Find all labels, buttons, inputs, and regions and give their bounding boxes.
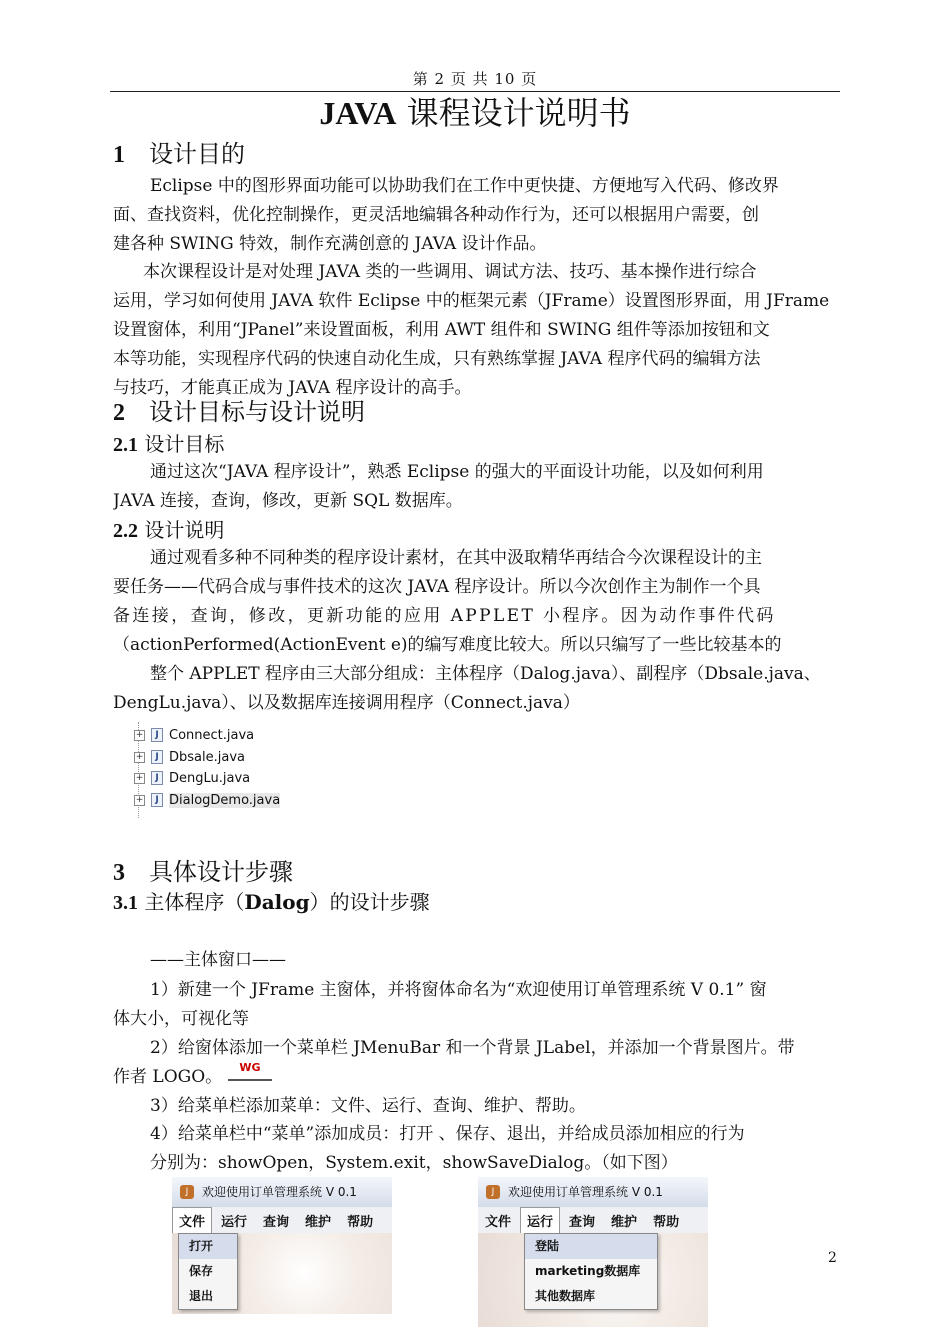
menu-item-exit[interactable]: 退出 (189, 1289, 214, 1303)
menu-file[interactable]: 文件 (485, 1214, 512, 1230)
screenshot-file-menu (172, 1177, 392, 1314)
paragraph-line: 1）新建一个 JFrame 主窗体，并将窗体命名为“欢迎使用订单管理系统 V 0.1” 窗 (150, 980, 767, 1000)
paragraph-line: Eclipse 中的图形界面功能可以协助我们在工作中更快捷、方便地写入代码、修改界 (150, 176, 779, 196)
menu-run[interactable]: 运行 (520, 1207, 560, 1234)
window-titlebar (172, 1177, 392, 1207)
menu-help[interactable]: 帮助 (653, 1214, 680, 1230)
paragraph-line: 3）给菜单栏添加菜单：文件、运行、查询、维护、帮助。 (150, 1096, 586, 1116)
main-window-label (113, 946, 839, 975)
section-3-1-heading (113, 886, 430, 915)
paragraph-1 (113, 172, 839, 259)
author-logo: WG (228, 1061, 272, 1081)
menu-file[interactable]: 文件 (172, 1207, 212, 1234)
window-title: 欢迎使用订单管理系统 V 0.1 (508, 1185, 663, 1199)
screenshot-run-menu (478, 1177, 708, 1327)
paragraph-line: ——主体窗口—— (150, 950, 286, 970)
tree-item-label: Dbsale.java (169, 749, 245, 765)
step-4 (113, 1120, 839, 1178)
paragraph-line: 与技巧，才能真正成为 JAVA 程序设计的高手。 (113, 378, 472, 398)
expand-icon[interactable]: + (135, 751, 144, 762)
paragraph-3 (113, 458, 839, 516)
paragraph-2 (113, 258, 839, 403)
paragraph-line: 面、查找资料，优化控制操作，更灵活地编辑各种动作行为，还可以根据用户需要，创 (113, 205, 759, 225)
paragraph-line: 通过观看多种不同种类的程序设计素材，在其中汲取精华再结合今次课程设计的主 (150, 548, 762, 568)
section-title-tail: ）的设计步骤 (309, 890, 430, 914)
menu-bar (478, 1207, 708, 1233)
paragraph-line: 运用，学习如何使用 JAVA 软件 Eclipse 中的框架元素（JFrame）设置图形界面，用 JFrame (113, 291, 830, 311)
tree-item-connect[interactable] (134, 725, 254, 745)
menu-run[interactable]: 运行 (221, 1214, 248, 1230)
window-title: 欢迎使用订单管理系统 V 0.1 (202, 1185, 357, 1199)
paragraph-line: 备连接，查询，修改，更新功能的应用 APPLET 小程序。因为动作事件代码 (113, 606, 776, 626)
title-prefix: JAVA (319, 95, 397, 131)
section-3-heading (113, 852, 293, 887)
paragraph-line: 整个 APPLET 程序由三大部分组成：主体程序（Dalog.java）、副程序（Dbsale.java、 (150, 664, 821, 684)
section-2-heading (113, 392, 365, 427)
step-1 (113, 976, 839, 1034)
paragraph-line: 通过这次“JAVA 程序设计”，熟悉 Eclipse 的强大的平面设计功能，以及如何利用 (150, 462, 764, 482)
section-number: 2 (113, 400, 125, 426)
project-file-tree (112, 722, 292, 818)
section-number: 2.1 (113, 434, 138, 456)
section-title: 设计说明 (138, 518, 225, 542)
paragraph-line: 本等功能，实现程序代码的快速自动化生成，只有熟练掌握 JAVA 程序代码的编辑方法 (113, 349, 761, 369)
paragraph-line: 要任务——代码合成与事件技术的这次 JAVA 程序设计。所以今次创作主为制作一个具 (113, 577, 761, 597)
menu-item-marketing-db[interactable]: marketing数据库 (535, 1264, 641, 1278)
menu-maintain[interactable]: 维护 (305, 1214, 332, 1230)
menu-query[interactable]: 查询 (569, 1214, 596, 1230)
paragraph-line: 设置窗体，利用“JPanel”来设置面板，利用 AWT 组件和 SWING 组件等添加按钮和文 (113, 320, 770, 340)
section-title: 设计目标与设计说明 (149, 398, 365, 426)
document-title (0, 88, 950, 134)
paragraph-line: 本次课程设计是对处理 JAVA 类的一些调用、调试方法、技巧、基本操作进行综合 (143, 262, 757, 282)
section-title: 设计目的 (149, 140, 245, 168)
tree-item-dialogdemo[interactable] (134, 790, 280, 810)
tree-item-dbsale[interactable] (134, 747, 245, 767)
file-menu-popup (178, 1233, 238, 1310)
window-titlebar (478, 1177, 708, 1207)
paragraph-line: 体大小，可视化等 (113, 1009, 249, 1029)
paragraph-line: （actionPerformed(ActionEvent e)的编写难度比较大。所以只编写了一些比较基本的 (113, 635, 782, 655)
menu-item-open[interactable]: 打开 (179, 1234, 237, 1259)
section-2-2-heading (113, 514, 224, 543)
page-number: 2 (828, 1250, 837, 1266)
section-2-1-heading (113, 428, 224, 457)
section-number: 2.2 (113, 520, 138, 542)
section-number: 1 (113, 142, 125, 168)
run-menu-popup (524, 1233, 658, 1310)
page-header: 第 2 页 共 10 页 (412, 70, 538, 88)
paragraph-line: 作者 LOGO。 (113, 1067, 223, 1087)
menu-help[interactable]: 帮助 (347, 1214, 374, 1230)
paragraph-line: JAVA 连接，查询，修改，更新 SQL 数据库。 (113, 491, 463, 511)
paragraph-line: DengLu.java）、以及数据库连接调用程序（Connect.java） (113, 693, 580, 713)
paragraph-4 (113, 544, 839, 660)
menu-item-other-db[interactable]: 其他数据库 (535, 1289, 596, 1303)
expand-icon[interactable]: + (135, 794, 144, 805)
paragraph-line: 分别为：showOpen，System.exit，showSaveDialog。（如下图） (150, 1153, 678, 1173)
section-1-heading (113, 134, 245, 169)
section-title: 具体设计步骤 (149, 858, 293, 886)
paragraph-line: 2）给窗体添加一个菜单栏 JMenuBar 和一个背景 JLabel，并添加一个背景图片。带 (150, 1038, 795, 1058)
title-rest: 课程设计说明书 (396, 94, 631, 132)
step-2 (113, 1034, 839, 1092)
section-title: 主体程序（ (138, 890, 245, 914)
java-file-icon: J (151, 750, 163, 764)
tree-item-label: DialogDemo.java (169, 792, 281, 808)
section-number: 3.1 (113, 892, 138, 914)
tree-item-label: DengLu.java (169, 770, 251, 786)
java-file-icon: J (151, 793, 163, 807)
java-file-icon: J (151, 728, 163, 742)
section-title: 设计目标 (138, 432, 225, 456)
java-cup-icon: J (486, 1185, 500, 1199)
paragraph-line: 4）给菜单栏中“菜单”添加成员：打开 、保存、退出，并给成员添加相应的行为 (150, 1124, 745, 1144)
java-cup-icon: J (180, 1185, 194, 1199)
menu-maintain[interactable]: 维护 (611, 1214, 638, 1230)
paragraph-5 (113, 660, 839, 718)
paragraph-line: 建各种 SWING 特效，制作充满创意的 JAVA 设计作品。 (113, 234, 547, 254)
expand-icon[interactable]: + (135, 729, 144, 740)
tree-item-denglu[interactable] (134, 768, 250, 788)
menu-query[interactable]: 查询 (263, 1214, 290, 1230)
menu-bar (172, 1207, 392, 1233)
java-file-icon: J (151, 771, 163, 785)
menu-item-save[interactable]: 保存 (189, 1264, 214, 1278)
step-3 (113, 1092, 839, 1121)
section-number: 3 (113, 860, 125, 886)
tree-item-label: Connect.java (169, 727, 255, 743)
section-title-bold: Dalog (244, 890, 310, 914)
expand-icon[interactable]: + (135, 772, 144, 783)
menu-item-login[interactable]: 登陆 (525, 1234, 657, 1259)
